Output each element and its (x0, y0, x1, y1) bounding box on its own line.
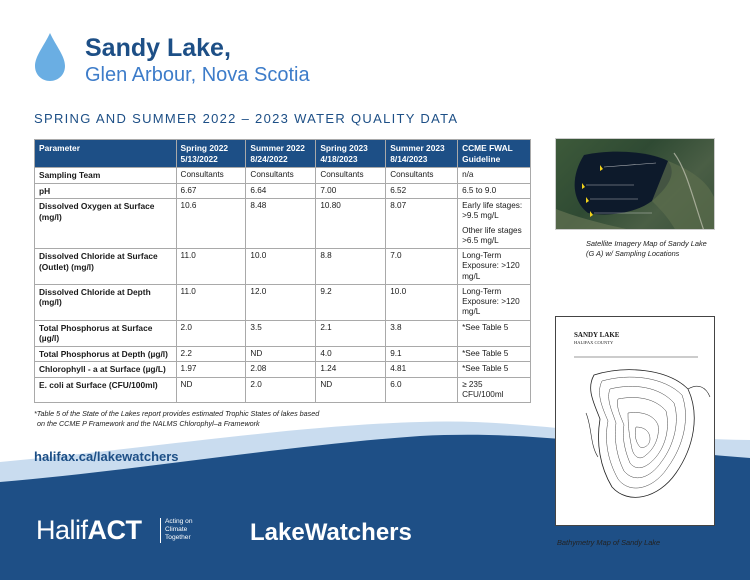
guideline-cell (458, 249, 531, 285)
page-title: Sandy Lake, (85, 34, 231, 62)
column-header-line: 4/18/2023 (320, 153, 358, 164)
value-cell: 8.07 (386, 199, 458, 249)
table-row (35, 346, 531, 362)
guideline-text: *See Table 5 (462, 364, 509, 373)
value-cell: 6.52 (386, 183, 458, 199)
value-cell: 3.8 (386, 320, 458, 346)
value-cell: 10.80 (316, 199, 386, 249)
value-cell: Consultants (176, 168, 246, 184)
value-cell: 6.67 (176, 183, 246, 199)
value-cell: 6.64 (246, 183, 316, 199)
lakewatchers-logo: LakeWatchers (250, 519, 412, 546)
parameter-cell: Dissolved Chloride at Surface (Outlet) (mg/l) (35, 249, 177, 285)
parameter-cell: Chlorophyll - a at Surface (µg/L) (35, 362, 177, 378)
table-row (35, 320, 531, 346)
guideline-cell (458, 377, 531, 403)
guideline-text: *See Table 5 (462, 348, 509, 358)
table-row (35, 168, 531, 184)
column-header-line: Summer 2023 (390, 143, 445, 153)
value-cell: 6.0 (386, 377, 458, 403)
table-row (35, 249, 531, 285)
column-header-line: Spring 2022 (180, 143, 229, 153)
guideline-cell (458, 168, 531, 184)
halifact-tagline (160, 518, 193, 543)
value-cell: 12.0 (246, 284, 316, 320)
water-quality-table (34, 139, 531, 403)
value-cell: 11.0 (176, 249, 246, 285)
parameter-cell: Total Phosphorus at Surface (µg/l) (35, 320, 177, 346)
column-header (246, 140, 316, 168)
guideline-text: *See Table 5 (462, 322, 509, 332)
guideline-text: Early life stages: >9.5 mg/L (462, 201, 523, 221)
value-cell: 9.2 (316, 284, 386, 320)
guideline-cell (458, 346, 531, 362)
satellite-map-graphic (556, 139, 715, 230)
water-drop-icon (34, 32, 66, 82)
halifact-tagline-line: Acting on (165, 518, 193, 525)
parameter-cell: Sampling Team (35, 168, 177, 184)
parameter-cell: pH (35, 183, 177, 199)
parameter-cell: Dissolved Oxygen at Surface (mg/l) (35, 199, 177, 249)
footnote-line-2: on the CCME P Framework and the NALMS Chlorophyl–a Framework (37, 419, 260, 429)
bathymetry-map-caption: Bathymetry Map of Sandy Lake (557, 538, 661, 547)
column-header-line: Guideline (462, 153, 501, 164)
halifact-logo-bold: ACT (87, 515, 142, 545)
satellite-map-image (555, 138, 715, 230)
value-cell: 3.5 (246, 320, 316, 346)
section-heading: SPRING AND SUMMER 2022 – 2023 WATER QUALITY DATA (34, 111, 459, 126)
value-cell: 1.97 (176, 362, 246, 378)
column-header (176, 140, 246, 168)
table-header-row (35, 140, 531, 168)
value-cell: 9.1 (386, 346, 458, 362)
parameter-cell: E. coli at Surface (CFU/100ml) (35, 377, 177, 403)
value-cell: Consultants (246, 168, 316, 184)
value-cell: 8.8 (316, 249, 386, 285)
column-header (386, 140, 458, 168)
column-header (458, 140, 531, 168)
value-cell: ND (246, 346, 316, 362)
parameter-cell: Total Phosphorus at Depth (µg/l) (35, 346, 177, 362)
value-cell: Consultants (316, 168, 386, 184)
column-header-line: 5/13/2022 (180, 153, 218, 164)
value-cell: 1.24 (316, 362, 386, 378)
value-cell: 2.2 (176, 346, 246, 362)
table-row (35, 362, 531, 378)
value-cell: 10.0 (386, 284, 458, 320)
table-body (35, 168, 531, 403)
halifact-logo (36, 515, 142, 546)
lakewatchers-link[interactable]: halifax.ca/lakewatchers (34, 449, 179, 464)
bathymetry-map-county: HALIFAX COUNTY (574, 340, 614, 345)
halifact-logo-plain: Halif (36, 515, 88, 545)
parameter-cell: Dissolved Chloride at Depth (mg/l) (35, 284, 177, 320)
value-cell: 11.0 (176, 284, 246, 320)
halifact-tagline-line: Climate (165, 526, 188, 534)
halifact-tagline-line: Together (165, 534, 191, 542)
guideline-text: Long-Term Exposure: >120 mg/L (462, 286, 520, 317)
page-subtitle: Glen Arbour, Nova Scotia (85, 64, 310, 86)
value-cell: 4.81 (386, 362, 458, 378)
value-cell: 8.48 (246, 199, 316, 249)
value-cell: 7.00 (316, 183, 386, 199)
bathymetry-map-image (555, 316, 715, 526)
value-cell: 10.6 (176, 199, 246, 249)
guideline-text: Other life stages >6.5 mg/L (462, 225, 522, 245)
value-cell: Consultants (386, 168, 458, 184)
table-row (35, 199, 531, 249)
bathymetry-contours (556, 317, 715, 526)
column-header-line: 8/24/2022 (250, 153, 288, 164)
value-cell: ND (316, 377, 386, 403)
satellite-caption-line: (G A) w/ Sampling Locations (586, 248, 680, 258)
guideline-text: Long-Term Exposure: >120 mg/L (462, 251, 520, 281)
satellite-caption-line: Satellite Imagery Map of Sandy Lake (586, 239, 707, 248)
table-row (35, 377, 531, 403)
value-cell: ND (176, 377, 246, 403)
column-header-line: CCME FWAL (462, 143, 513, 153)
column-header-parameter (35, 140, 177, 168)
value-cell: 2.1 (316, 320, 386, 346)
table-footnote (34, 409, 524, 429)
column-header (316, 140, 386, 168)
value-cell: 10.0 (246, 249, 316, 285)
bathymetry-map-title: SANDY LAKE (574, 331, 620, 339)
guideline-cell (458, 362, 531, 378)
value-cell: 2.0 (246, 377, 316, 403)
column-header-line: Summer 2022 (250, 143, 305, 153)
guideline-cell (458, 199, 531, 249)
satellite-map-caption (586, 239, 707, 259)
guideline-text: n/a (462, 170, 474, 179)
table-row (35, 183, 531, 199)
guideline-text: 6.5 to 9.0 (462, 185, 497, 195)
guideline-cell (458, 183, 531, 199)
column-header-line: Parameter (39, 143, 80, 153)
value-cell: 2.0 (176, 320, 246, 346)
column-header-line: Spring 2023 (320, 143, 368, 153)
column-header-line: 8/14/2023 (390, 153, 428, 164)
guideline-text: ≥ 235 CFU/100ml (462, 379, 504, 399)
footnote-line-1: *Table 5 of the State of the Lakes report provides estimated Trophic States of lakes based (34, 409, 320, 418)
value-cell: 4.0 (316, 346, 386, 362)
guideline-cell (458, 320, 531, 346)
value-cell: 2.08 (246, 362, 316, 378)
table-row (35, 284, 531, 320)
guideline-cell (458, 284, 531, 320)
value-cell: 7.0 (386, 249, 458, 285)
